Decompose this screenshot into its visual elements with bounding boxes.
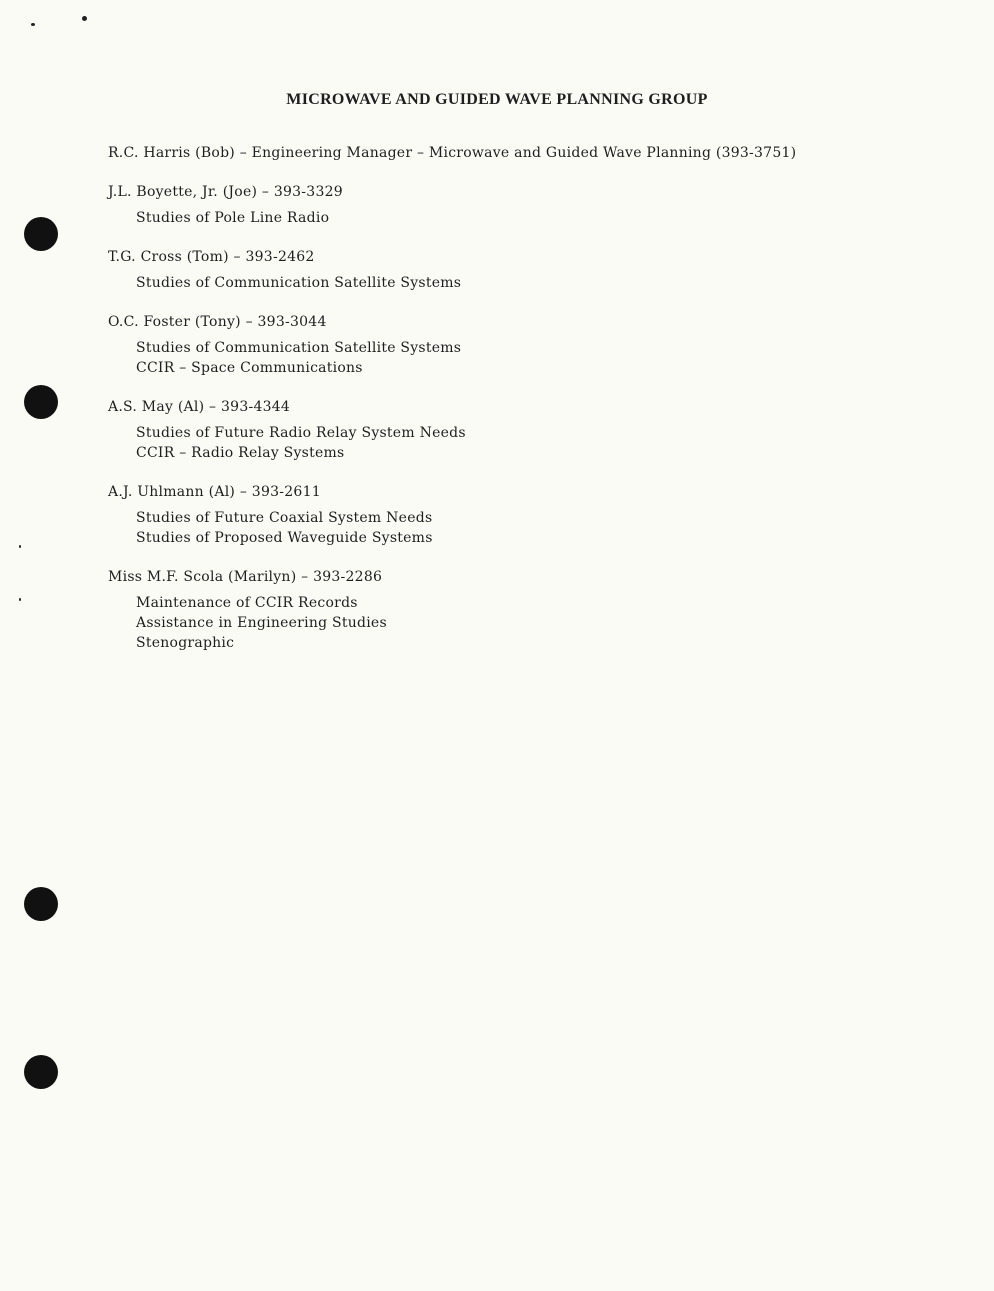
duty-item: Studies of Future Radio Relay System Needs xyxy=(136,425,466,441)
ink-speck xyxy=(19,598,21,601)
staff-name-line: J.L. Boyette, Jr. (Joe) – 393-3329 xyxy=(108,184,343,200)
staff-name-line: A.S. May (Al) – 393-4344 xyxy=(108,399,291,415)
duty-item: Studies of Proposed Waveguide Systems xyxy=(136,530,433,546)
staff-entry xyxy=(108,567,968,653)
staff-name-line: R.C. Harris (Bob) – Engineering Manager – Microwave and Guided Wave Planning (393-3751) xyxy=(108,145,797,161)
ink-speck xyxy=(19,545,21,548)
duty-item: Studies of Future Coaxial System Needs xyxy=(136,510,433,526)
staff-entry xyxy=(108,482,968,548)
punch-hole xyxy=(24,1055,58,1089)
duty-list xyxy=(108,338,968,378)
staff-entry xyxy=(108,143,968,163)
duty-item: CCIR – Radio Relay Systems xyxy=(136,445,345,461)
staff-name-line: Miss M.F. Scola (Marilyn) – 393-2286 xyxy=(108,569,383,585)
ink-speck xyxy=(82,16,87,21)
duty-list xyxy=(108,208,968,228)
duty-list xyxy=(108,508,968,548)
punch-hole xyxy=(24,217,58,251)
duty-item: Assistance in Engineering Studies xyxy=(136,615,387,631)
document-title: MICROWAVE AND GUIDED WAVE PLANNING GROUP xyxy=(286,91,708,108)
duty-list xyxy=(108,593,968,653)
staff-name-line: A.J. Uhlmann (Al) – 393-2611 xyxy=(108,484,321,500)
staff-list xyxy=(108,143,968,672)
punch-hole xyxy=(24,887,58,921)
staff-entry xyxy=(108,182,968,228)
duty-list xyxy=(108,273,968,293)
ink-speck xyxy=(31,23,35,26)
duty-item: Studies of Pole Line Radio xyxy=(136,210,330,226)
duty-item: Studies of Communication Satellite Systems xyxy=(136,340,462,356)
duty-item: Studies of Communication Satellite Systems xyxy=(136,275,462,291)
duty-list xyxy=(108,423,968,463)
staff-entry xyxy=(108,397,968,463)
duty-item: Stenographic xyxy=(136,635,235,651)
staff-entry xyxy=(108,247,968,293)
staff-name-line: T.G. Cross (Tom) – 393-2462 xyxy=(108,249,315,265)
duty-item: CCIR – Space Communications xyxy=(136,360,363,376)
staff-entry xyxy=(108,312,968,378)
punch-hole xyxy=(24,385,58,419)
duty-item: Maintenance of CCIR Records xyxy=(136,595,358,611)
staff-name-line: O.C. Foster (Tony) – 393-3044 xyxy=(108,314,327,330)
